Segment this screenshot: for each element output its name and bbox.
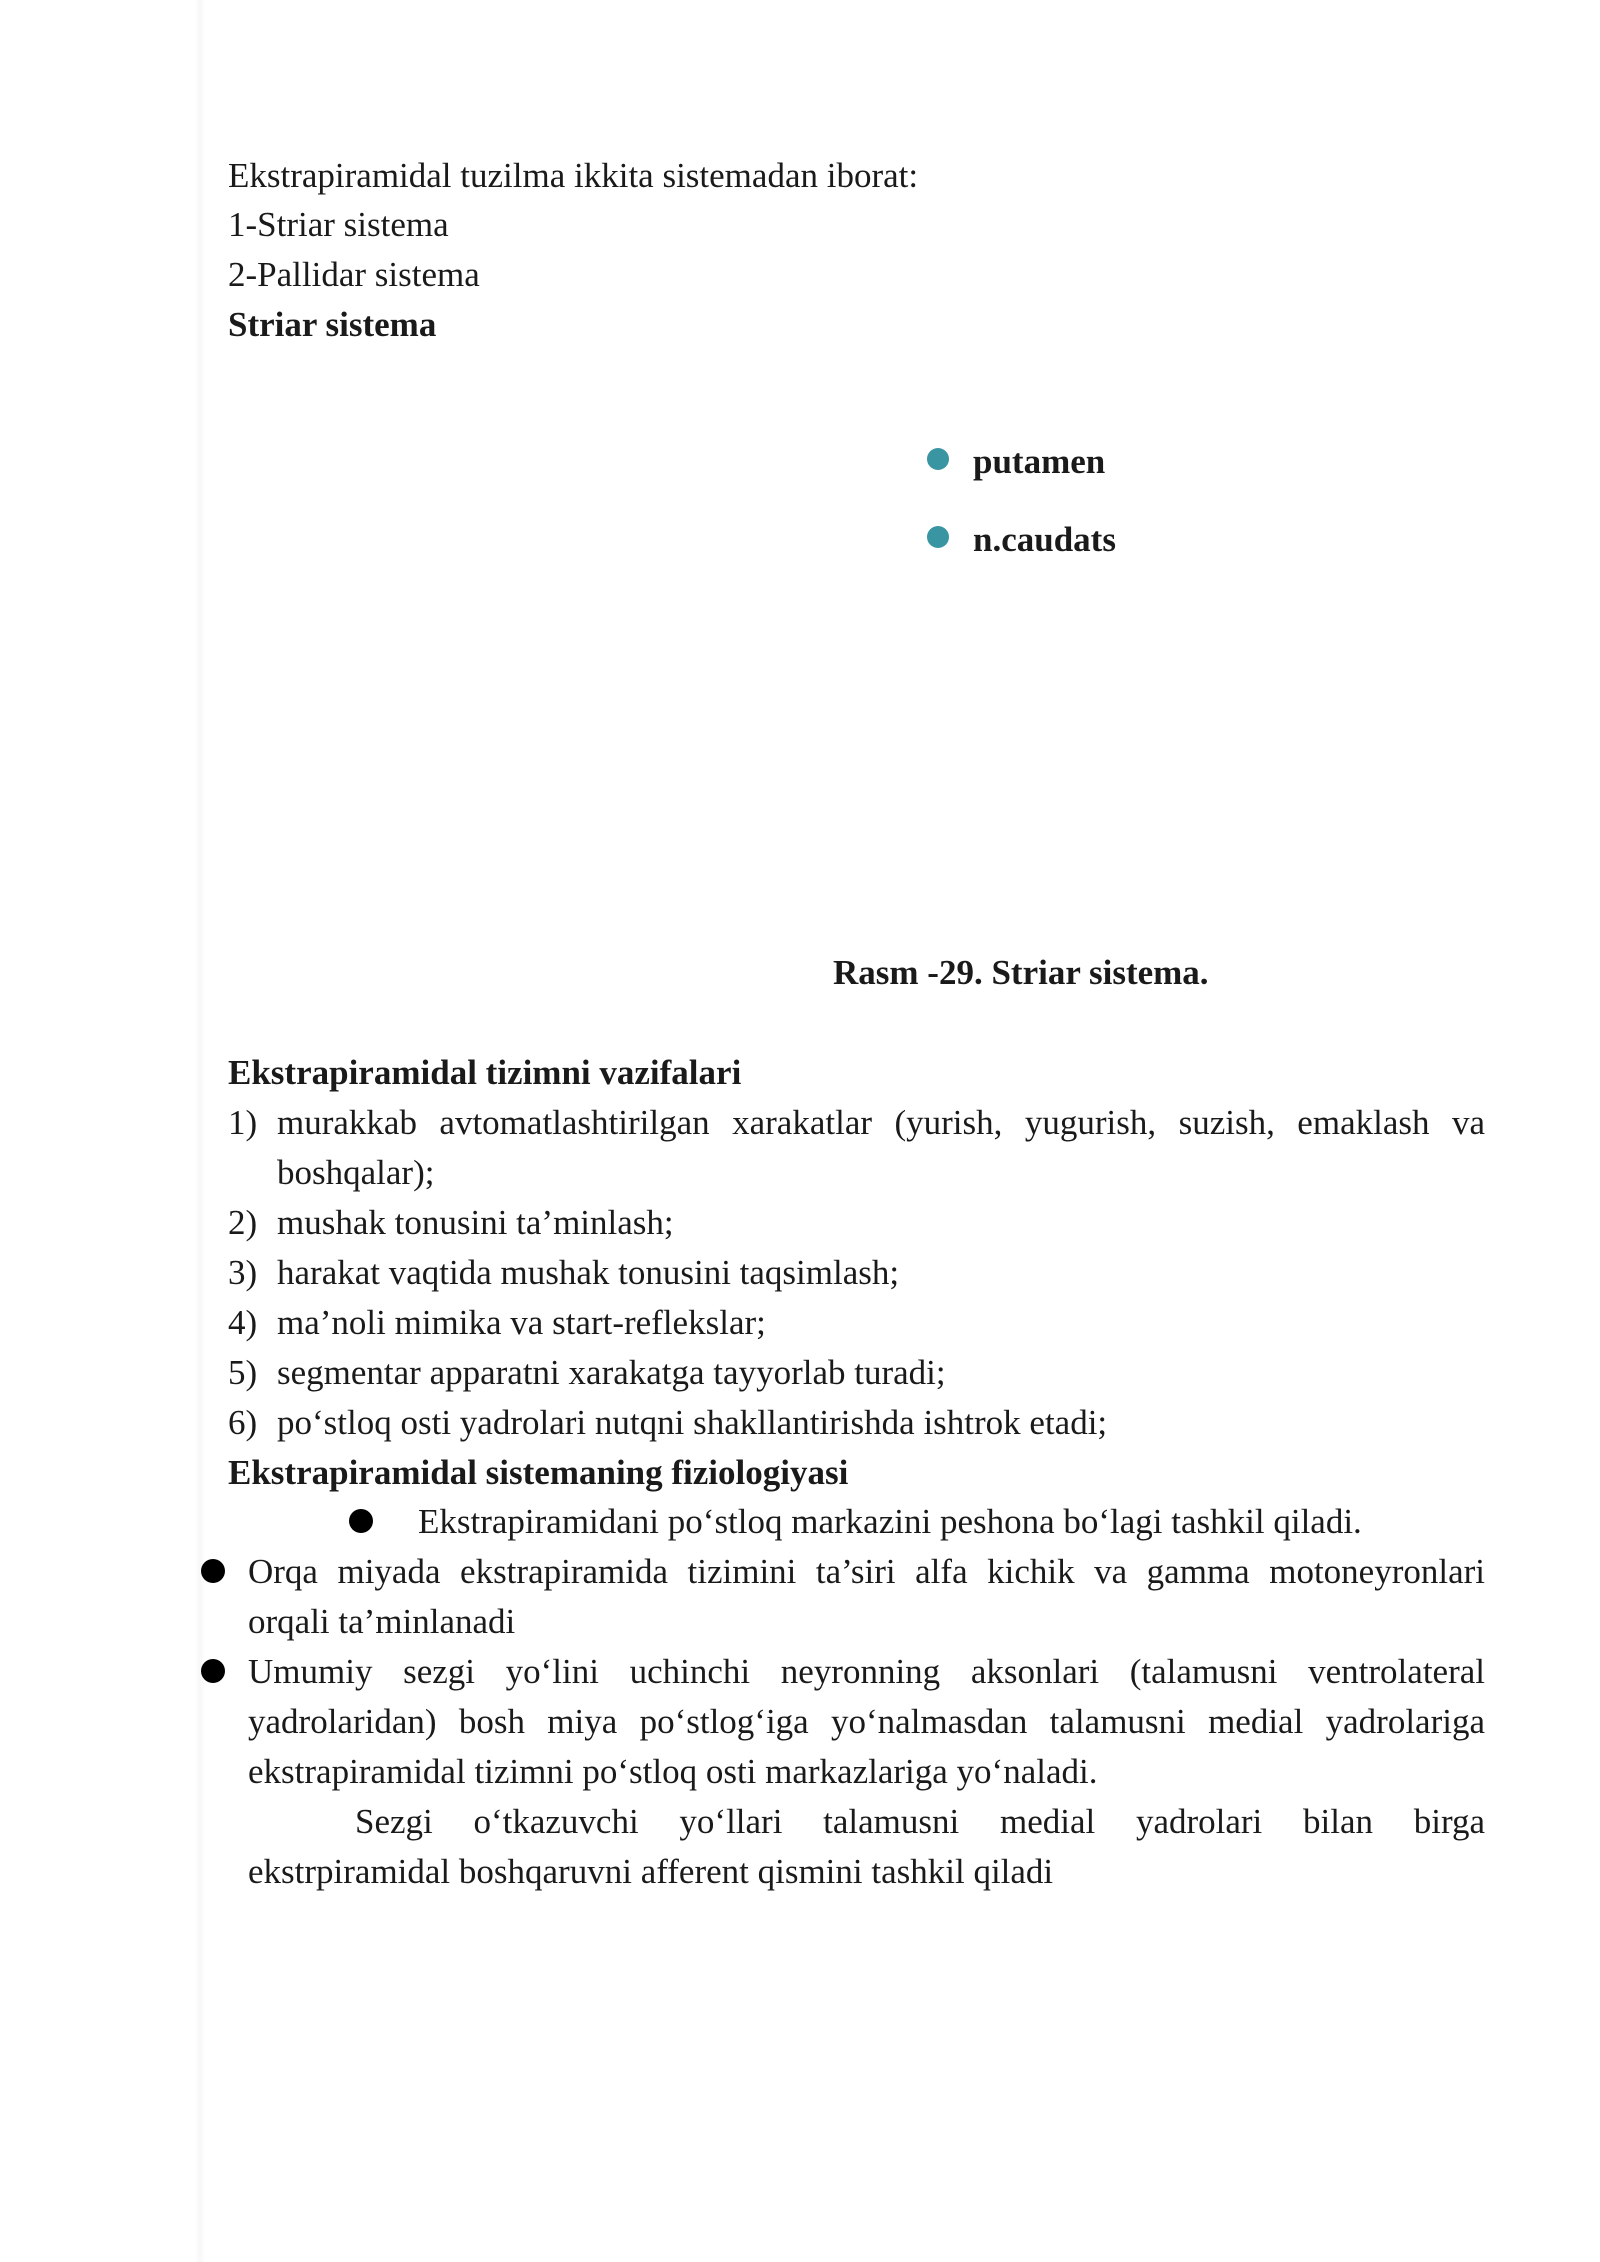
figure-caption: Rasm -29. Striar sistema. (833, 953, 1209, 992)
bullet-text-cont: ekstrapiramidal tizimni po‘stloq osti markazlariga yo‘naladi. (248, 1752, 1098, 1791)
intro-line-3: 2-Pallidar sistema (228, 255, 480, 294)
page-edge-shadow (195, 0, 205, 2262)
list-item-text: harakat vaqtida mushak tonusini taqsimlash; (277, 1253, 900, 1292)
list-item-text: murakkab avtomatlashtirilgan xarakatlar (yurish, yugurish, suzish, emaklash va (277, 1103, 1485, 1142)
bullet-dot-icon (201, 1559, 225, 1583)
list-item-text: segmentar apparatni xarakatga tayyorlab turadi; (277, 1353, 946, 1392)
list-number: 5) (228, 1353, 258, 1392)
bullet-dot-icon (927, 526, 949, 548)
list-number: 4) (228, 1303, 258, 1342)
list-number: 6) (228, 1403, 258, 1442)
figure-label-putamen: putamen (973, 442, 1106, 481)
bullet-text: Umumiy sezgi yo‘lini uchinchi neyronning aksonlari (talamusni ventrolateral (248, 1652, 1485, 1691)
list-item-text: ma’noli mimika va start-reflekslar; (277, 1303, 766, 1342)
bullet-text: Orqa miyada ekstrapiramida tizimini ta’siri alfa kichik va gamma motoneyronlari (248, 1552, 1485, 1591)
bullet-text: Ekstrapiramidani po‘stloq markazini peshona bo‘lagi tashkil qiladi. (418, 1502, 1362, 1541)
bullet-dot-icon (927, 448, 949, 470)
section-heading-functions: Ekstrapiramidal tizimni vazifalari (228, 1053, 742, 1092)
list-number: 1) (228, 1103, 258, 1142)
list-item-text: po‘stloq osti yadrolari nutqni shakllantirishda ishtrok etadi; (277, 1403, 1108, 1442)
section-heading-physiology: Ekstrapiramidal sistemaning fiziologiyasi (228, 1453, 849, 1492)
bullet-text-cont: orqali ta’minlanadi (248, 1602, 516, 1641)
list-item-text-cont: boshqalar); (277, 1153, 435, 1192)
section-heading-striar: Striar sistema (228, 305, 437, 344)
intro-line-2: 1-Striar sistema (228, 205, 449, 244)
list-number: 2) (228, 1203, 258, 1242)
paragraph-text-cont: ekstrpiramidal boshqaruvni afferent qismini tashkil qiladi (248, 1852, 1054, 1891)
list-item-text: mushak tonusini ta’minlash; (277, 1203, 674, 1242)
paragraph-text: Sezgi o‘tkazuvchi yo‘llari talamusni medial yadrolari bilan birga (355, 1802, 1485, 1841)
bullet-text-cont: yadrolaridan) bosh miya po‘stlog‘iga yo‘nalmasdan talamusni medial yadrolariga (248, 1702, 1485, 1741)
list-number: 3) (228, 1253, 258, 1292)
figure-label-ncaudats: n.caudats (973, 520, 1116, 559)
intro-line-1: Ekstrapiramidal tuzilma ikkita sistemadan iborat: (228, 156, 919, 195)
bullet-dot-icon (201, 1659, 225, 1683)
bullet-dot-icon (349, 1509, 373, 1533)
